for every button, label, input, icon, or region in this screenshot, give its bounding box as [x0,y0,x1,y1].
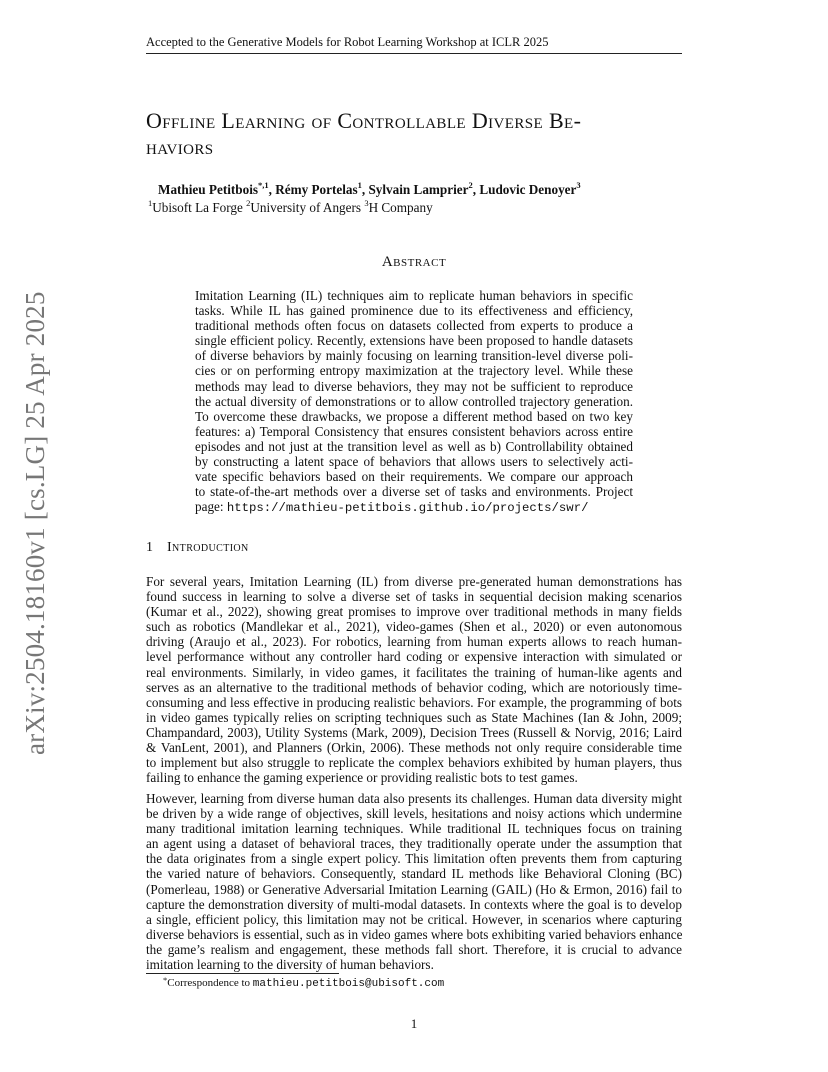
abstract-line: by constructing a latent space of behaviors that allows users to selectively acti- [195,454,633,470]
paragraph-line: in video games typically relies on scripting techniques such as State Machines (Ian & John, 2009; [146,709,682,725]
affiliation-list [148,200,668,216]
author-affiliation-mark: 2 [468,180,473,190]
paragraph-line: such as robotics (Mandlekar et al., 2021), video-games (Shen et al., 2020) or even autonomous [146,619,682,635]
paragraph-line: to implement but also struggle to replicate the complex behaviors exhibited by human players, thus [146,755,682,771]
paragraph-line: (Kumar et al., 2022), showing great promises to improve over traditional methods in many fields [146,604,682,620]
arxiv-identifier: arXiv:2504.18160v1 [cs.LG] 25 Apr 2025 [20,291,50,755]
abstract-line: single efficient policy. Recently, extensions have been proposed to handle datasets [195,333,633,349]
running-head: Accepted to the Generative Models for Robot Learning Workshop at ICLR 2025 [146,35,549,49]
paragraph-line: diverse behaviors is essential, such as in video games where bots exhibiting varied behaviors enhance [146,926,683,942]
abstract-line: cies or on performing entropy maximization at the trajectory level. While these [195,363,633,379]
paragraph-line: found success in learning to solve a diverse set of tasks in sequential decision making scenarios [146,589,682,605]
section-heading [146,540,249,556]
footnote [163,977,444,990]
paragraph-line: the data originates from a single expert policy. This limitation often prevents them from capturing [146,851,682,867]
intro-paragraph-2 [146,791,682,972]
paragraph-line: an agent using a dataset of behavioral traces, they traditionally operate under the assumption that [146,836,682,852]
paragraph-line: level performance without any controller hard coding or expensive interaction with simulated or [146,649,682,665]
correspondence-email-link[interactable]: mathieu.petitbois@ubisoft.com [252,978,445,990]
abstract-line: episodes and not just at the transition level as well as b) Controllability obtained [195,438,633,454]
paragraph-line: many traditional imitation learning techniques. While traditional IL techniques focus on training [146,821,682,837]
footnote-text: Correspondence to [167,977,253,989]
paragraph-line: serves as an alternative to the traditional methods of behavior coding, which are notoriously time- [146,679,682,695]
footnote-mark: * [163,975,168,985]
paragraph-line: a single, efficient policy, this limitation may not be critical. However, in scenarios where capturing [146,911,682,927]
project-page-link[interactable]: https://mathieu-petitbois.github.io/projects/swr/ [226,501,589,516]
abstract-line: the actual diversity of demonstrations or to allow controlled trajectory generation. [195,393,633,409]
paragraph-line: consuming and less effective in producing realistic behaviors. For example, the programming of bots [146,694,682,710]
affiliation-mark: 2 [246,198,251,208]
affiliation-name: Ubisoft La Forge [152,200,247,215]
abstract-line: traditional methods often focus on datasets collected from experts to produce a [195,318,633,334]
project-page-label: page: [195,499,227,515]
author-name: Mathieu Petitbois [158,182,258,197]
paragraph-line: be driven by a wide range of objectives, skill levels, hesitations and noisy actions which undermine [146,806,682,822]
author-affiliation-mark: 1 [357,180,362,190]
author-affiliation-mark: *,1 [258,180,269,190]
paragraph-line: capture the demonstration diversity of multi-modal datasets. In contexts where the goal is to develop [146,896,682,912]
paragraph-line: the game’s realism and engagement, these methods fall short. Therefore, it is crucial to advance [146,941,682,957]
author-list [158,182,678,198]
affiliation-name: University of Angers [250,200,365,215]
affiliation-mark: 3 [364,198,369,208]
paragraph-line: & VanLent, 2001), and Planners (Orkin, 2006). These methods not only require considerable time [146,740,682,756]
footnote-rule [146,973,339,974]
paragraph-line: driving (Araujo et al., 2023). For robotics, learning from human experts allows to reach human- [146,634,682,650]
abstract-line: Imitation Learning (IL) techniques aim to replicate human behaviors in specific [195,288,633,303]
abstract-line: to state-of-the-art methods over a diverse set of tasks and environments. Project [195,484,633,500]
section-number: 1 [146,540,153,555]
abstract-line: To overcome these drawbacks, we propose a different method based on two key [195,408,633,424]
paper-title [146,108,706,160]
author-affiliation-mark: 3 [576,180,581,190]
paragraph-line: failing to enhance the gaming experience or providing realistic bots to test games. [146,770,578,786]
abstract-line: vate specific behaviors based on their requirements. We compare our approach [195,469,633,485]
paragraph-line: (Pomerleau, 1988) or Generative Adversarial Imitation Learning (GAIL) (Ho & Ermon, 2016) fail to [146,881,682,897]
affiliation-mark: 1 [148,198,153,208]
paragraph-line: For several years, Imitation Learning (IL) from diverse pre-generated human demonstrations has [146,574,682,589]
section-title: Introduction [167,540,249,555]
paragraph-line: real environments. Similarly, in video games, it facilitates the training of human-like agents and [146,664,682,680]
paragraph-line: imitation learning to the diversity of human behaviors. [146,957,434,973]
author-name: , Rémy Portelas [268,182,358,197]
abstract-line: of diverse behaviors by mainly focusing on learning transition-level diverse poli- [195,348,633,364]
affiliation-name: H Company [368,200,433,215]
abstract-line: tasks. While IL has gained prominence due to its effectiveness and efficiency, [195,303,633,319]
abstract-line: methods may lead to diverse behaviors, they may not be sufficient to reproduce [195,378,633,394]
abstract-last-line [195,499,633,514]
abstract-heading: Abstract [381,254,447,270]
header-rule [146,53,682,54]
paragraph-line: However, learning from diverse human data also presents its challenges. Human data diversity might [146,791,682,806]
title-line-1: Offline Learning of Controllable Diverse Be- [146,108,582,133]
paragraph-line: the varied nature of behaviors. Consequently, standard IL methods like Behavioral Cloning (BC) [146,866,682,882]
abstract-line: features: a) Temporal Consistency that ensures consistent behaviors across entire [195,423,633,439]
title-line-2: haviors [146,134,214,159]
intro-paragraph-1 [146,574,682,785]
author-name: , Sylvain Lamprier [361,182,469,197]
abstract-body [195,288,633,514]
paragraph-line: Champandard, 2003), Utility Systems (Mark, 2009), Decision Trees (Russell & Norvig, 2016; Laird [146,724,682,740]
author-name: , Ludovic Denoyer [472,182,577,197]
page-number: 1 [410,1016,418,1031]
